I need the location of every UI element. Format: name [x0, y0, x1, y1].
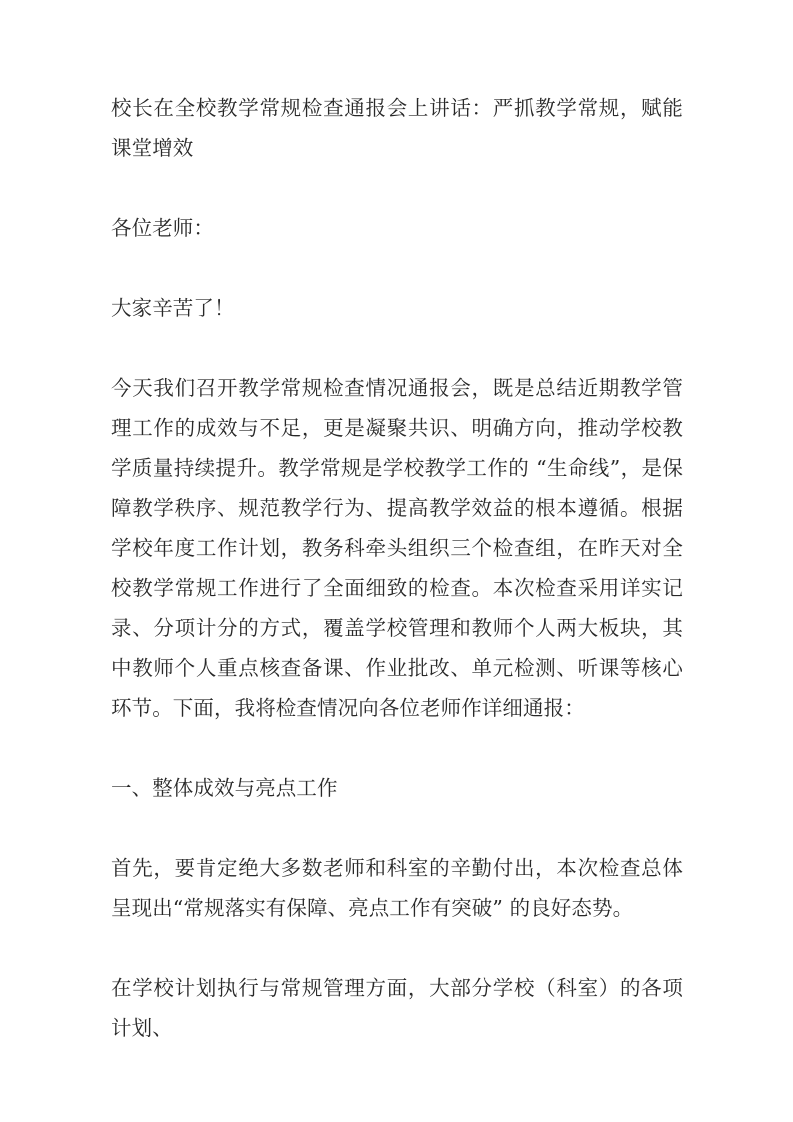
section-heading-one: 一、整体成效与亮点工作 [111, 776, 338, 800]
plan-execution-paragraph: 在学校计划执行与常规管理方面，大部分学校（科室）的各项计划、 [111, 976, 683, 1040]
document-text-column [111, 88, 683, 1048]
greeting-paragraph: 大家辛苦了！ [111, 296, 235, 320]
salutation: 各位老师： [111, 216, 214, 240]
document-title: 校长在全校教学常规检查通报会上讲话：严抓教学常规，赋能课堂增效 [111, 96, 683, 160]
intro-paragraph: 今天我们召开教学常规检查情况通报会，既是总结近期教学管理工作的成效与不足，更是凝聚共识、明确方向，推动学校教学质量持续提升。教学常规是学校教学工作的 “生命线”，是保障教学秩序、规范教学行为、提高教学效益的根本遵循。根据学校年度工作计划，教务科牵头组织三个检查组，在昨天对全校教学常规工作进行了全面细致的检查。本次检查采用详实记录、分项计分的方式，覆盖学校管理和教师个人两大板块，其中教师个人重点核查备课、作业批改、单元检测、听课等核心环节。下面，我将检查情况向各位老师作详细通报： [111, 376, 683, 720]
achievements-paragraph: 首先，要肯定绝大多数老师和科室的辛勤付出，本次检查总体呈现出“常规落实有保障、亮点工作有突破” 的良好态势。 [111, 856, 683, 920]
